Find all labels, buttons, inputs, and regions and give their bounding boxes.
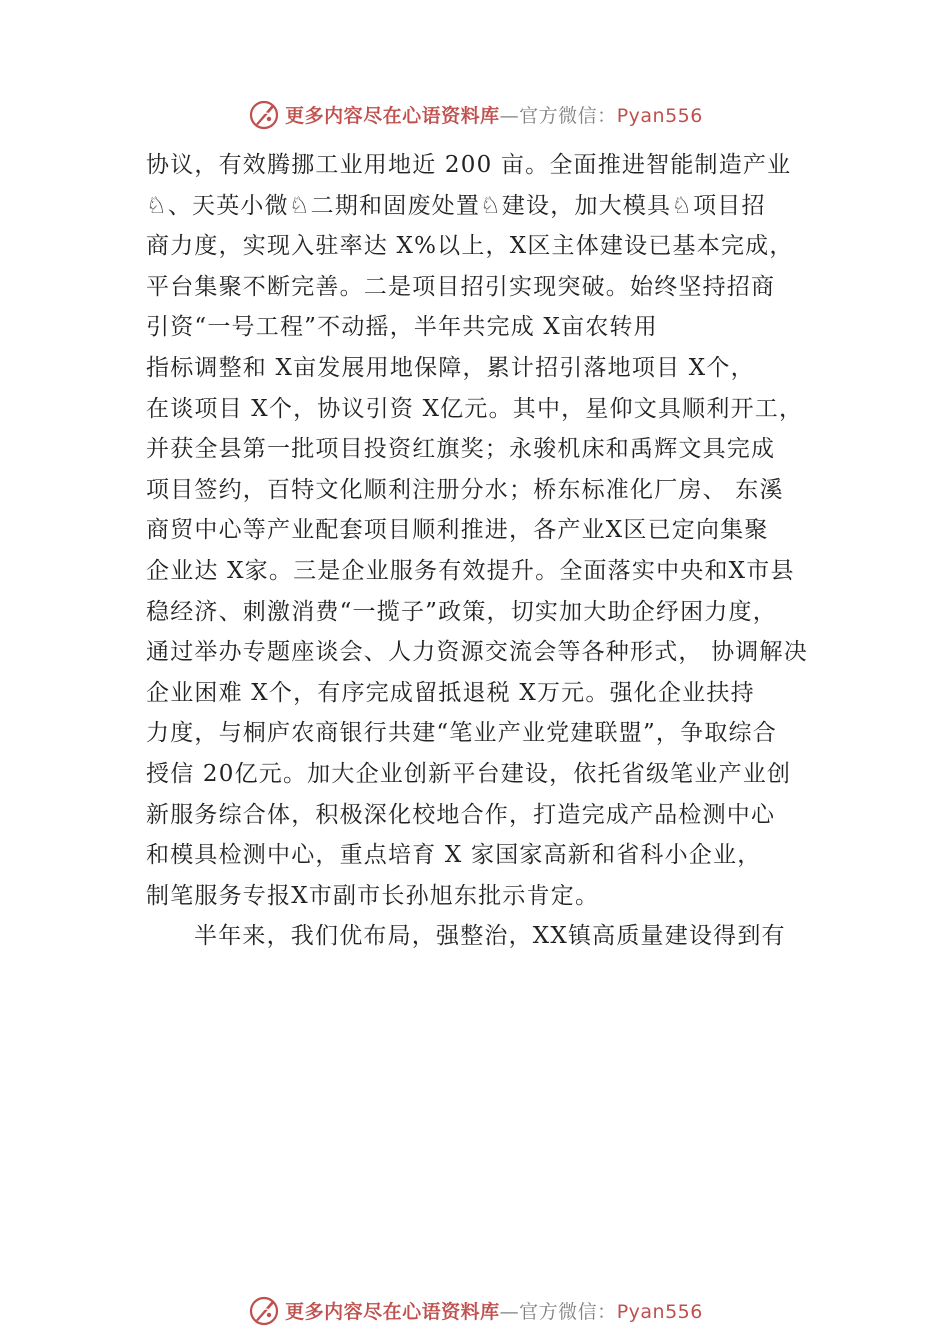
text-line: 和模具检测中心，重点培育 X 家国家高新和省科小企业，	[146, 842, 762, 869]
document-body	[146, 145, 836, 957]
banner-wechat-label: 官方微信：	[519, 1300, 617, 1323]
text-line: 授信 20亿元。加大企业创新平台建设，依托省级笔业产业创	[146, 760, 792, 787]
text-line: 商力度，实现入驻率达 X%以上，X区主体建设已基本完成，	[146, 233, 794, 260]
text-line: 企业达 X家。三是企业服务有效提升。全面落实中央和X市县	[146, 557, 795, 584]
quill-logo-icon	[247, 97, 281, 131]
header-watermark-banner	[0, 94, 950, 134]
text-line: 通过举办专题座谈会、人力资源交流会等各种形式， 协调解决	[146, 639, 808, 666]
banner-wechat-id: Pyan556	[616, 1300, 703, 1323]
paragraph-first-line: 半年来，我们优布局，强整治，XX镇高质量建设得到有	[194, 923, 786, 950]
text-line: 协议，有效腾挪工业用地近 200 亩。全面推进智能制造产业	[146, 152, 792, 178]
banner-wechat-label: 官方微信：	[519, 104, 617, 127]
text-line: 稳经济、刺激消费“一揽子”政策，切实加大助企纾困力度，	[146, 598, 777, 625]
banner-dash: —	[499, 1300, 520, 1323]
text-line: 并获全县第一批项目投资红旗奖；永骏机床和禹辉文具完成	[146, 436, 776, 463]
text-line: 指标调整和 X亩发展用地保障，累计招引落地项目 X个，	[146, 354, 755, 381]
text-line: 新服务综合体，积极深化校地合作，打造完成产品检测中心	[146, 801, 776, 828]
footer-watermark-banner	[0, 1290, 950, 1330]
text-line: 商贸中心等产业配套项目顺利推进，各产业X区已定向集聚	[146, 517, 769, 544]
quill-logo-icon	[247, 1293, 281, 1327]
text-line: ♘、天英小微♘二期和固废处置♘建设，加大模具♘项目招	[146, 192, 766, 219]
text-line: 项目签约，百特文化顺利注册分水；桥东标准化厂房、 东溪	[146, 476, 784, 503]
banner-site-name: 更多内容尽在心语资料库	[285, 104, 500, 127]
text-line: 引资“一号工程”不动摇，半年共完成 X亩农转用	[146, 314, 658, 341]
banner-site-name: 更多内容尽在心语资料库	[285, 1300, 500, 1323]
text-line: 力度，与桐庐农商银行共建“笔业产业党建联盟”，争取综合	[146, 720, 777, 747]
text-line: 制笔服务专报X市副市长孙旭东批示肯定。	[146, 882, 600, 909]
banner-wechat-id: Pyan556	[616, 104, 703, 127]
banner-dash: —	[499, 104, 520, 127]
text-line: 平台集聚不断完善。二是项目招引实现突破。始终坚持招商	[146, 273, 776, 300]
text-line: 企业困难 X个，有序完成留抵退税 X万元。强化企业扶持	[146, 679, 755, 706]
text-line: 在谈项目 X个，协议引资 X亿元。其中，星仰文具顺利开工，	[146, 395, 804, 422]
